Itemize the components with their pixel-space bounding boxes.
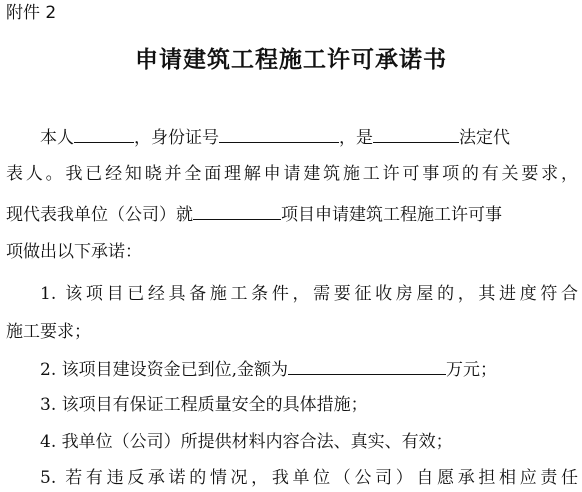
intro-text-id-label: ，身份证号 <box>134 128 219 148</box>
intro-line-3 <box>6 201 502 225</box>
intro-line-4: 项做出以下承诺： <box>6 242 142 262</box>
company-blank[interactable] <box>373 124 459 143</box>
item-2 <box>40 356 497 380</box>
document-title: 申请建筑工程施工许可承诺书 <box>135 46 447 73</box>
intro-text-legal-rep: 法定代 <box>459 128 510 148</box>
name-blank[interactable] <box>74 124 134 143</box>
intro-line-1 <box>40 124 510 148</box>
amount-blank[interactable] <box>288 356 446 375</box>
item-4: 4. 我单位（公司）所提供材料内容合法、真实、有效； <box>40 432 453 452</box>
intro-text-is: ，是 <box>339 128 373 148</box>
item-3: 3. 该项目有保证工程质量安全的具体措施； <box>40 395 368 415</box>
intro-text-self: 本人 <box>40 128 74 148</box>
project-blank[interactable] <box>193 201 281 220</box>
intro-text-on-behalf: 现代表我单位（公司）就 <box>6 205 193 225</box>
item-5: 5. 若有违反承诺的情况，我单位（公司）自愿承担相应责任 <box>40 468 578 488</box>
item-1-line-1: 1. 该项目已经具备施工条件，需要征收房屋的，其进度符合 <box>40 284 578 304</box>
intro-line-2: 表人。我已经知晓并全面理解申请建筑施工许可事项的有关要求， <box>6 164 578 184</box>
attachment-label: 附件 2 <box>6 3 57 23</box>
intro-text-project-apply: 项目申请建筑工程施工许可事 <box>281 205 502 225</box>
item-2-text: 2. 该项目建设资金已到位,金额为 <box>40 360 289 380</box>
item-2-unit: 万元； <box>446 360 498 380</box>
item-1-line-2: 施工要求； <box>6 322 91 342</box>
id-number-blank[interactable] <box>219 124 339 143</box>
